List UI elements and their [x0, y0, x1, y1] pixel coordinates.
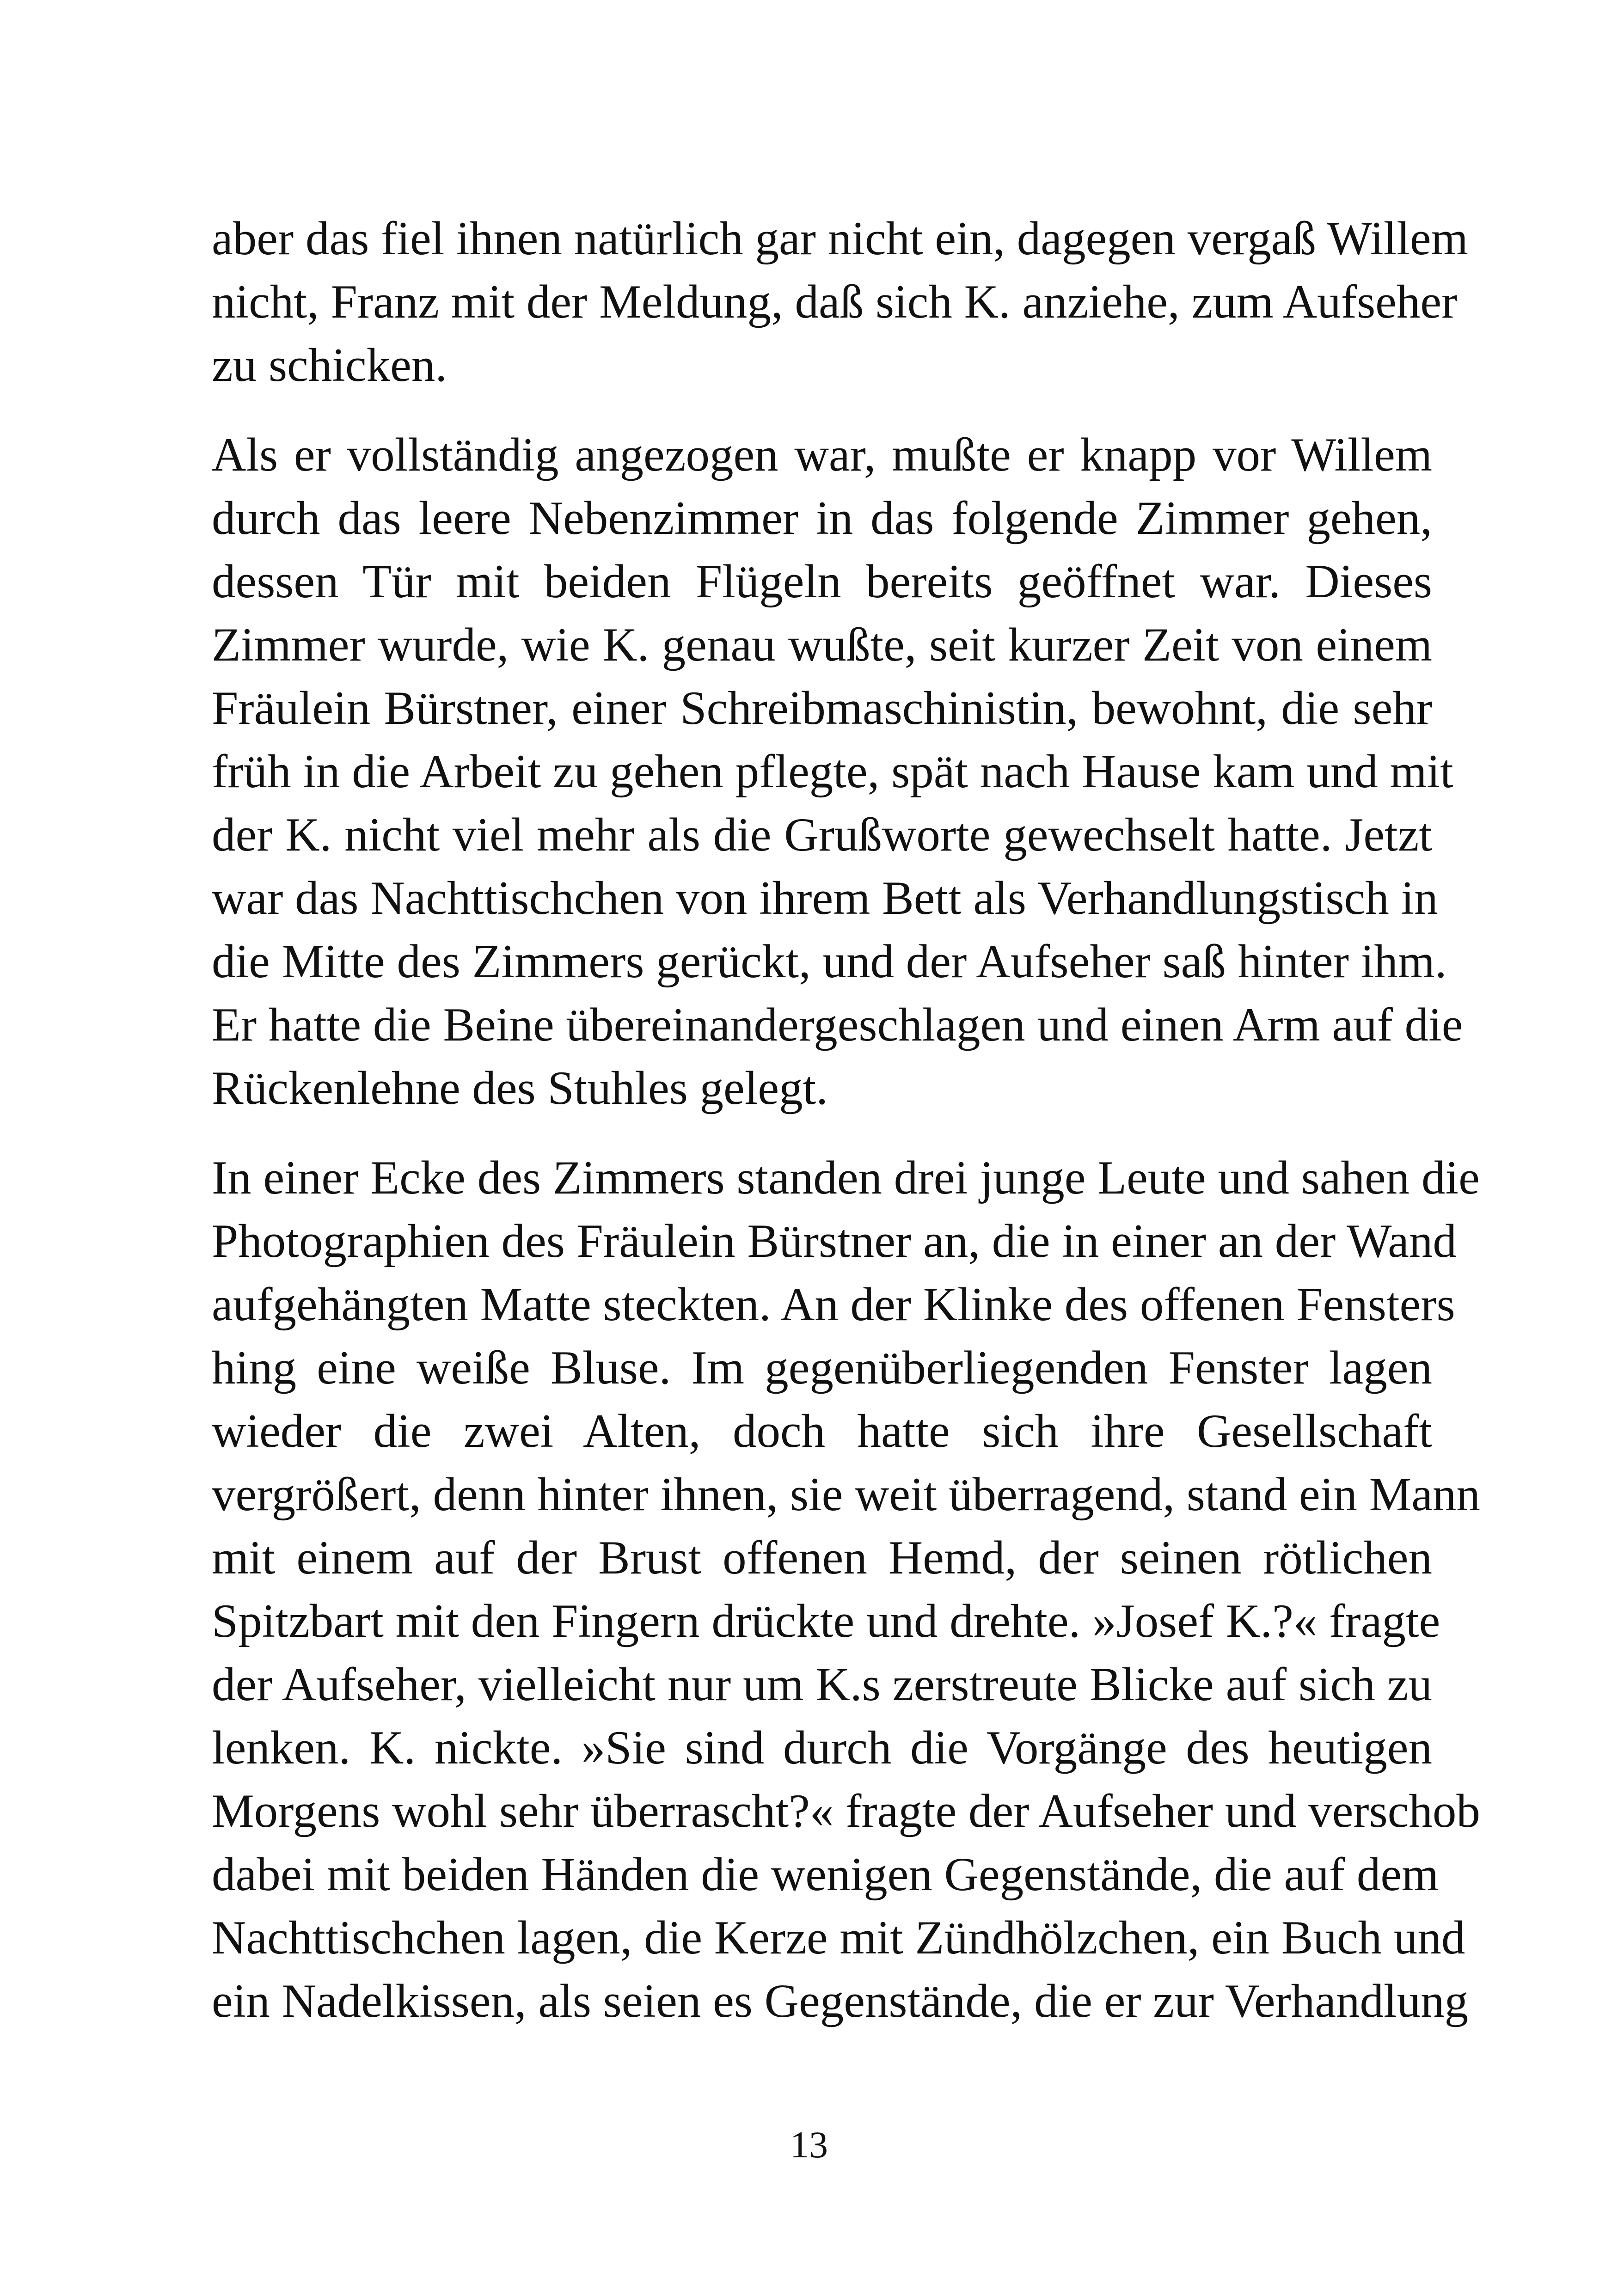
text-line: der Aufseher, vielleicht nur um K.s zerstreute Blicke auf sich zu [212, 1658, 1432, 1711]
text-line: Morgens wohl sehr überrascht?« fragte der Aufseher und verschob [212, 1785, 1480, 1837]
body-text [212, 207, 1480, 2033]
page-number: 13 [790, 2124, 828, 2166]
text-line: wieder die zwei Alten, doch hatte sich ihre Gesellschaft [212, 1405, 1432, 1457]
text-line: der K. nicht viel mehr als die Grußworte gewechselt hatte. Jetzt [212, 808, 1432, 861]
text-line: dessen Tür mit beiden Flügeln bereits geöffnet war. Dieses [212, 555, 1432, 608]
text-line: nicht, Franz mit der Meldung, daß sich K. anziehe, zum Aufseher [212, 276, 1458, 328]
text-line: ein Nadelkissen, als seien es Gegenstände, die er zur Verhandlung [212, 1975, 1469, 2027]
text-line: vergrößert, denn hinter ihnen, sie weit überragend, stand ein Mann [212, 1468, 1480, 1521]
text-line: Nachttischchen lagen, die Kerze mit Zündhölzchen, ein Buch und [212, 1911, 1465, 1964]
text-line: dabei mit beiden Händen die wenigen Gegenstände, die auf dem [212, 1848, 1439, 1901]
text-line: Fräulein Bürstner, einer Schreibmaschinistin, bewohnt, die sehr [212, 682, 1432, 735]
text-line: lenken. K. nickte. »Sie sind durch die Vorgänge des heutigen [212, 1721, 1432, 1774]
text-line: Als er vollständig angezogen war, mußte er knapp vor Willem [212, 429, 1432, 481]
text-line: mit einem auf der Brust offenen Hemd, der seinen rötlichen [212, 1531, 1432, 1584]
text-line: Er hatte die Beine übereinandergeschlagen und einen Arm auf die [212, 998, 1463, 1051]
text-line: die Mitte des Zimmers gerückt, und der Aufseher saß hinter ihm. [212, 935, 1447, 988]
text-line: hing eine weiße Bluse. Im gegenüberliegenden Fenster lagen [212, 1341, 1432, 1394]
text-line: Zimmer wurde, wie K. genau wußte, seit kurzer Zeit von einem [212, 618, 1432, 671]
text-line: war das Nachttischchen von ihrem Bett als Verhandlungstisch in [212, 872, 1438, 925]
text-line: früh in die Arbeit zu gehen pflegte, spät nach Hause kam und mit [212, 745, 1453, 798]
text-line: In einer Ecke des Zimmers standen drei junge Leute und sahen die [212, 1151, 1480, 1204]
paragraph-1 [212, 207, 1468, 397]
text-line: zu schicken. [212, 339, 447, 392]
text-line: Rückenlehne des Stuhles gelegt. [212, 1062, 828, 1114]
text-line: durch das leere Nebenzimmer in das folgende Zimmer gehen, [212, 492, 1432, 545]
paragraph-2 [212, 423, 1463, 1120]
paragraph-3 [212, 1146, 1480, 2033]
text-line: aber das fiel ihnen natürlich gar nicht ein, dagegen vergaß Willem [212, 212, 1468, 265]
text-line: Photographien des Fräulein Bürstner an, die in einer an der Wand [212, 1215, 1457, 1267]
text-line: Spitzbart mit den Fingern drückte und drehte. »Josef K.?« fragte [212, 1595, 1440, 1647]
text-line: aufgehängten Matte steckten. An der Klinke des offenen Fensters [212, 1278, 1455, 1331]
